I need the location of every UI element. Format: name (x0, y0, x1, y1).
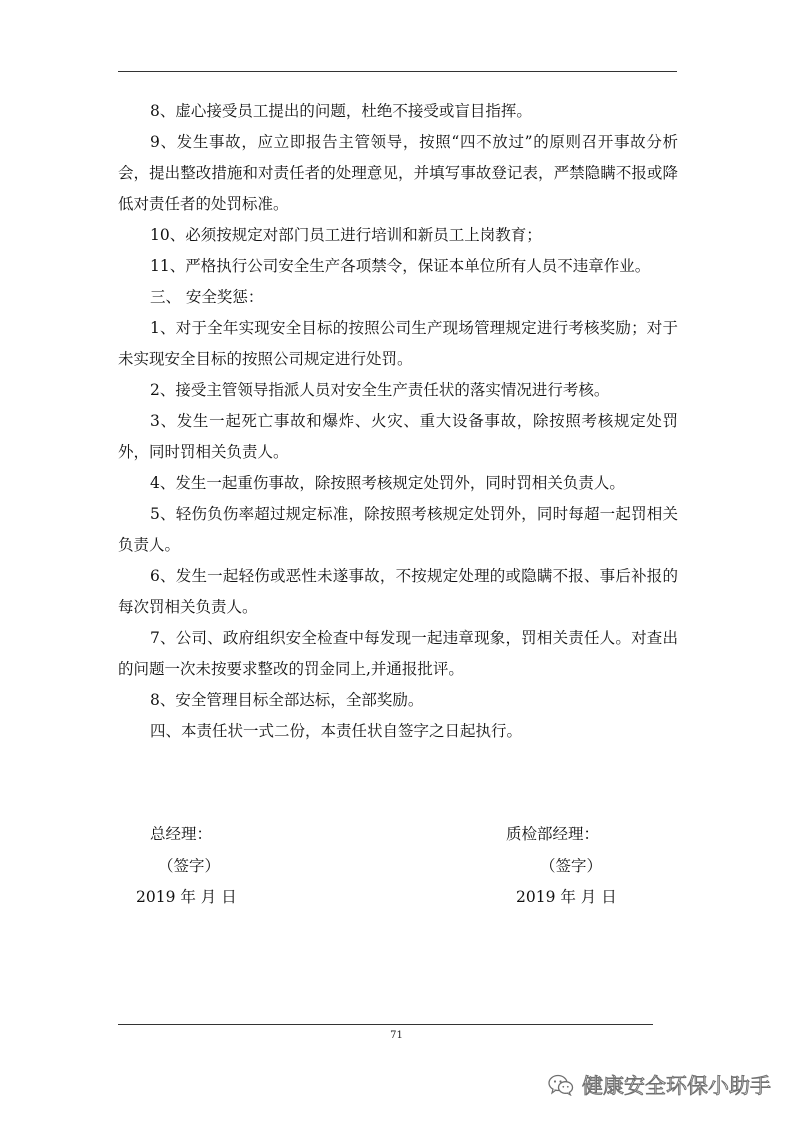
reward-item-1: 1、对于全年实现安全目标的按照公司生产现场管理规定进行考核奖励；对于未实现安全目标的按照公司规定进行处罚。 (118, 319, 678, 368)
wechat-icon (548, 1074, 574, 1096)
reward-item-2: 2、接受主管领导指派人员对安全生产责任状的落实情况进行考核。 (150, 381, 610, 399)
signature-right-sign: （签字） (540, 857, 603, 875)
reward-item-5: 5、轻伤负伤率超过规定标准，除按照考核规定处罚外，同时每超一起罚相关负责人。 (118, 505, 678, 554)
section-four-clause: 四、本责任状一式二份，本责任状自签字之日起执行。 (150, 722, 523, 740)
paragraph-item-8: 8、虚心接受员工提出的问题，杜绝不接受或盲目指挥。 (150, 102, 532, 120)
footer-rule (118, 1024, 653, 1025)
reward-item-3: 3、发生一起死亡事故和爆炸、火灾、重大设备事故，除按照考核规定处罚外，同时罚相关负责人。 (118, 412, 678, 461)
watermark (548, 1068, 771, 1102)
paragraph-item-9: 9、发生事故，应立即报告主管领导，按照“四不放过”的原则召开事故分析会，提出整改措施和对责任者的处理意见，并填写事故登记表，严禁隐瞒不报或降低对责任者的处罚标准。 (118, 133, 678, 213)
header-rule (118, 71, 677, 72)
signature-left-sign: （签字） (158, 857, 221, 875)
signature-left-title: 总经理： (150, 825, 213, 843)
paragraph-item-11: 11、严格执行公司安全生产各项禁令，保证本单位所有人员不违章作业。 (150, 257, 651, 275)
page-number: 71 (390, 1030, 403, 1041)
signature-left-date: 2019 年 月 日 (136, 888, 237, 906)
section-heading-rewards: 三、 安全奖惩： (150, 288, 264, 306)
reward-item-7: 7、公司、政府组织安全检查中每发现一起违章现象，罚相关责任人。对查出的问题一次未按要求整改的罚金同上,并通报批评。 (118, 629, 678, 678)
reward-item-6: 6、发生一起轻伤或恶性未遂事故，不按规定处理的或隐瞒不报、事后补报的每次罚相关负责人。 (118, 567, 678, 616)
signature-right-date: 2019 年 月 日 (516, 888, 617, 906)
signature-right-title: 质检部经理： (506, 825, 600, 843)
reward-item-4: 4、发生一起重伤事故，除按照考核规定处罚外，同时罚相关负责人。 (150, 474, 625, 492)
document-body (118, 96, 678, 747)
paragraph-item-10: 10、必须按规定对部门员工进行培训和新员工上岗教育； (150, 226, 542, 244)
watermark-text: 健康安全环保小助手 (582, 1074, 771, 1098)
reward-item-8: 8、安全管理目标全部达标，全部奖励。 (150, 691, 424, 709)
